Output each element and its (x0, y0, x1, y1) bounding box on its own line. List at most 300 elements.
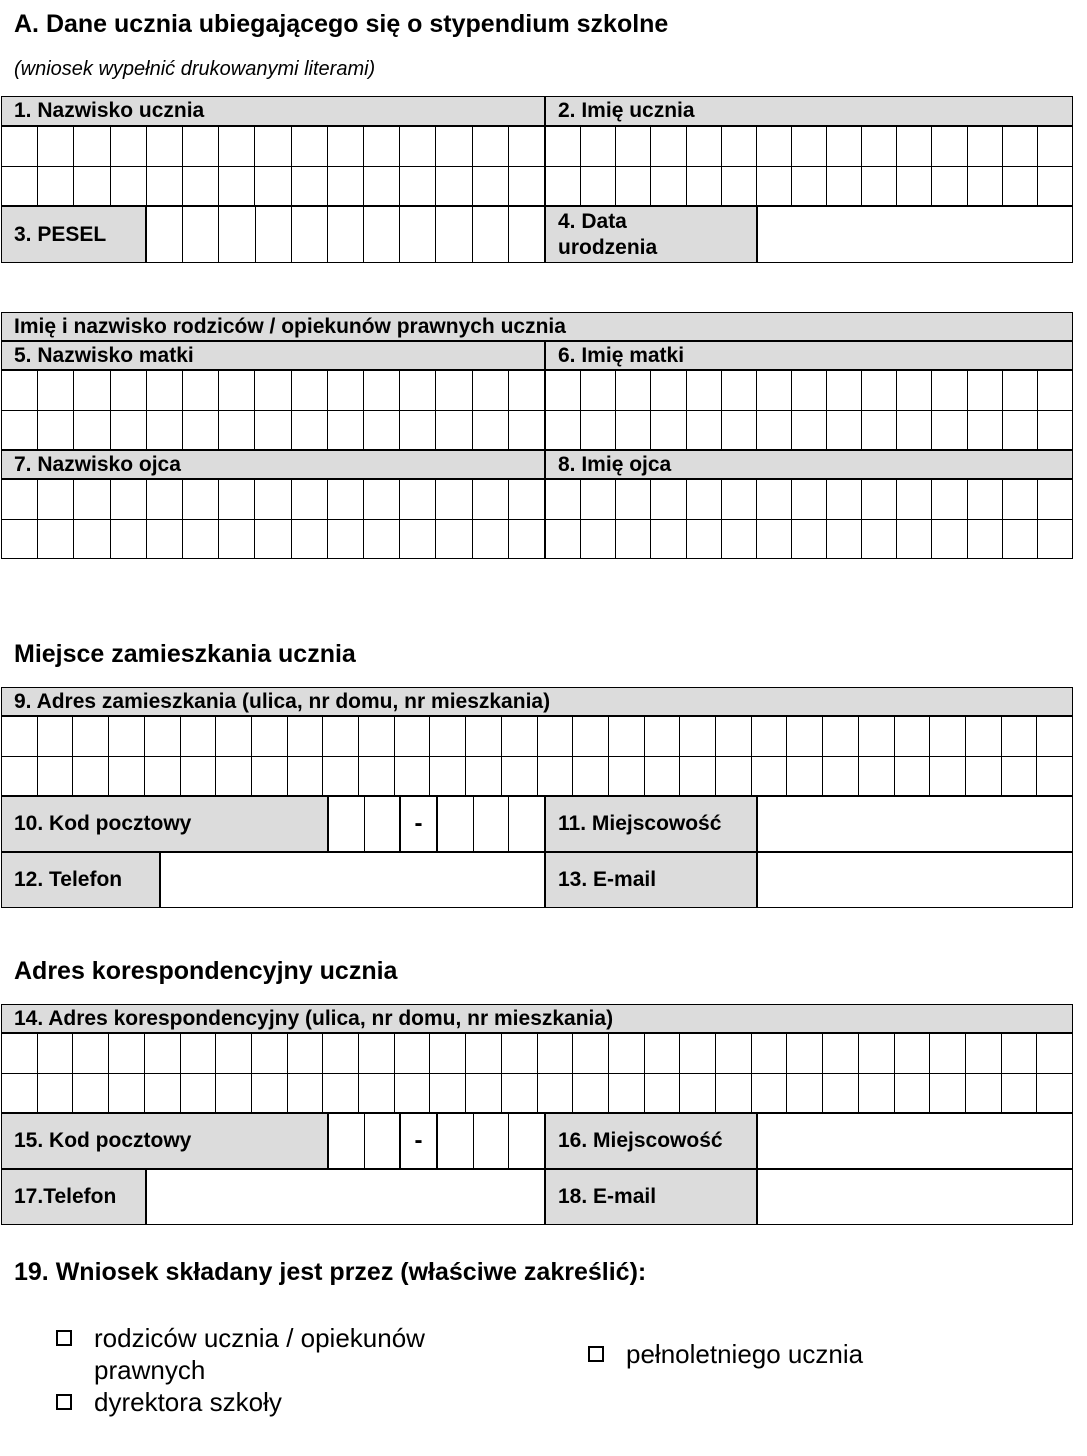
letter-box[interactable] (323, 1034, 359, 1074)
letter-box[interactable] (183, 411, 219, 451)
letter-box[interactable] (147, 207, 183, 263)
letter-box[interactable] (581, 411, 616, 451)
letter-box[interactable] (38, 757, 74, 797)
letter-box[interactable] (147, 480, 183, 520)
letter-box[interactable] (966, 1034, 1002, 1074)
letter-box[interactable] (502, 717, 538, 757)
letter-box[interactable] (183, 480, 219, 520)
letter-box[interactable] (716, 1034, 752, 1074)
letter-box[interactable] (147, 167, 183, 207)
letter-box[interactable] (252, 1074, 288, 1114)
correspondence-postal-code-part2[interactable] (437, 1113, 545, 1169)
letter-box[interactable] (181, 717, 217, 757)
letter-box[interactable] (930, 1074, 966, 1114)
letter-box[interactable] (74, 127, 110, 167)
mother-firstname-grid[interactable] (545, 370, 1073, 450)
letter-box[interactable] (616, 167, 651, 207)
letter-box[interactable] (219, 411, 255, 451)
letter-box[interactable] (216, 1034, 252, 1074)
letter-box[interactable] (364, 167, 400, 207)
letter-box[interactable] (216, 1074, 252, 1114)
residence-city-field[interactable] (757, 796, 1073, 852)
letter-box[interactable] (436, 520, 472, 560)
letter-box[interactable] (930, 757, 966, 797)
letter-box[interactable] (2, 757, 38, 797)
letter-box[interactable] (364, 127, 400, 167)
letter-box[interactable] (395, 1074, 431, 1114)
letter-box[interactable] (216, 757, 252, 797)
letter-box[interactable] (474, 797, 510, 852)
letter-box[interactable] (111, 127, 147, 167)
letter-box[interactable] (400, 480, 436, 520)
checkbox-adult-student[interactable] (588, 1346, 604, 1362)
letter-box[interactable] (292, 520, 328, 560)
letter-box[interactable] (1003, 480, 1038, 520)
letter-box[interactable] (581, 167, 616, 207)
letter-box[interactable] (38, 1034, 74, 1074)
letter-box[interactable] (966, 757, 1002, 797)
letter-box[interactable] (546, 480, 581, 520)
student-surname-grid[interactable] (1, 126, 545, 206)
letter-box[interactable] (787, 1074, 823, 1114)
letter-box[interactable] (74, 371, 110, 411)
letter-box[interactable] (716, 757, 752, 797)
letter-box[interactable] (38, 411, 74, 451)
letter-box[interactable] (323, 717, 359, 757)
letter-box[interactable] (181, 757, 217, 797)
letter-box[interactable] (1002, 757, 1038, 797)
letter-box[interactable] (109, 717, 145, 757)
letter-box[interactable] (109, 757, 145, 797)
letter-box[interactable] (616, 127, 651, 167)
letter-box[interactable] (651, 411, 686, 451)
father-surname-grid[interactable] (1, 479, 545, 559)
letter-box[interactable] (74, 167, 110, 207)
letter-box[interactable] (616, 371, 651, 411)
letter-box[interactable] (2, 520, 38, 560)
letter-box[interactable] (38, 371, 74, 411)
letter-box[interactable] (752, 757, 788, 797)
correspondence-phone-field[interactable] (146, 1169, 545, 1225)
letter-box[interactable] (859, 757, 895, 797)
letter-box[interactable] (651, 480, 686, 520)
letter-box[interactable] (400, 167, 436, 207)
letter-box[interactable] (255, 480, 291, 520)
letter-box[interactable] (147, 127, 183, 167)
letter-box[interactable] (546, 167, 581, 207)
letter-box[interactable] (509, 167, 545, 207)
letter-box[interactable] (546, 371, 581, 411)
letter-box[interactable] (687, 480, 722, 520)
letter-box[interactable] (651, 520, 686, 560)
letter-box[interactable] (328, 207, 364, 263)
letter-box[interactable] (680, 757, 716, 797)
letter-box[interactable] (827, 411, 862, 451)
letter-box[interactable] (38, 127, 74, 167)
letter-box[interactable] (292, 127, 328, 167)
letter-box[interactable] (252, 717, 288, 757)
letter-box[interactable] (219, 167, 255, 207)
letter-box[interactable] (74, 520, 110, 560)
letter-box[interactable] (395, 717, 431, 757)
letter-box[interactable] (897, 371, 932, 411)
letter-box[interactable] (897, 520, 932, 560)
letter-box[interactable] (219, 520, 255, 560)
letter-box[interactable] (792, 411, 827, 451)
residence-postal-code-part2[interactable] (437, 796, 545, 852)
letter-box[interactable] (968, 520, 1003, 560)
letter-box[interactable] (111, 520, 147, 560)
letter-box[interactable] (862, 167, 897, 207)
student-firstname-grid[interactable] (545, 126, 1073, 206)
letter-box[interactable] (509, 480, 545, 520)
letter-box[interactable] (436, 371, 472, 411)
letter-box[interactable] (38, 1074, 74, 1114)
letter-box[interactable] (436, 207, 472, 263)
letter-box[interactable] (2, 1074, 38, 1114)
letter-box[interactable] (2, 717, 38, 757)
letter-box[interactable] (966, 1074, 1002, 1114)
letter-box[interactable] (288, 717, 324, 757)
letter-box[interactable] (323, 1074, 359, 1114)
letter-box[interactable] (968, 480, 1003, 520)
letter-box[interactable] (966, 717, 1002, 757)
letter-box[interactable] (609, 1034, 645, 1074)
letter-box[interactable] (219, 127, 255, 167)
letter-box[interactable] (292, 480, 328, 520)
letter-box[interactable] (145, 717, 181, 757)
letter-box[interactable] (73, 1034, 109, 1074)
letter-box[interactable] (364, 520, 400, 560)
letter-box[interactable] (255, 167, 291, 207)
letter-box[interactable] (502, 1034, 538, 1074)
letter-box[interactable] (680, 1074, 716, 1114)
letter-box[interactable] (722, 480, 757, 520)
option-director[interactable] (56, 1386, 476, 1418)
letter-box[interactable] (328, 167, 364, 207)
letter-box[interactable] (897, 480, 932, 520)
letter-box[interactable] (722, 371, 757, 411)
letter-box[interactable] (687, 371, 722, 411)
letter-box[interactable] (538, 757, 574, 797)
letter-box[interactable] (930, 1034, 966, 1074)
letter-box[interactable] (609, 717, 645, 757)
letter-box[interactable] (473, 167, 509, 207)
letter-box[interactable] (1038, 411, 1073, 451)
letter-box[interactable] (74, 411, 110, 451)
letter-box[interactable] (573, 717, 609, 757)
letter-box[interactable] (1003, 520, 1038, 560)
letter-box[interactable] (219, 371, 255, 411)
letter-box[interactable] (365, 797, 401, 852)
letter-box[interactable] (509, 371, 545, 411)
letter-box[interactable] (1037, 1074, 1073, 1114)
letter-box[interactable] (757, 167, 792, 207)
birth-date-field[interactable] (757, 206, 1073, 263)
letter-box[interactable] (581, 127, 616, 167)
letter-box[interactable] (181, 1034, 217, 1074)
letter-box[interactable] (616, 411, 651, 451)
letter-box[interactable] (897, 127, 932, 167)
letter-box[interactable] (645, 757, 681, 797)
letter-box[interactable] (787, 717, 823, 757)
letter-box[interactable] (895, 717, 931, 757)
letter-box[interactable] (436, 127, 472, 167)
letter-box[interactable] (359, 717, 395, 757)
letter-box[interactable] (509, 207, 545, 263)
letter-box[interactable] (859, 717, 895, 757)
letter-box[interactable] (787, 757, 823, 797)
letter-box[interactable] (2, 167, 38, 207)
letter-box[interactable] (466, 717, 502, 757)
letter-box[interactable] (823, 1034, 859, 1074)
residence-address-grid[interactable] (1, 716, 1073, 796)
letter-box[interactable] (292, 411, 328, 451)
letter-box[interactable] (323, 757, 359, 797)
correspondence-city-field[interactable] (757, 1113, 1073, 1169)
letter-box[interactable] (364, 480, 400, 520)
letter-box[interactable] (722, 520, 757, 560)
letter-box[interactable] (111, 480, 147, 520)
letter-box[interactable] (968, 371, 1003, 411)
letter-box[interactable] (502, 757, 538, 797)
residence-phone-field[interactable] (160, 852, 545, 908)
letter-box[interactable] (292, 371, 328, 411)
letter-box[interactable] (400, 411, 436, 451)
letter-box[interactable] (538, 717, 574, 757)
letter-box[interactable] (74, 480, 110, 520)
letter-box[interactable] (897, 167, 932, 207)
letter-box[interactable] (932, 411, 967, 451)
letter-box[interactable] (827, 127, 862, 167)
letter-box[interactable] (109, 1074, 145, 1114)
letter-box[interactable] (2, 1034, 38, 1074)
letter-box[interactable] (1002, 717, 1038, 757)
correspondence-email-field[interactable] (757, 1169, 1073, 1225)
letter-box[interactable] (862, 371, 897, 411)
letter-box[interactable] (364, 411, 400, 451)
letter-box[interactable] (466, 757, 502, 797)
correspondence-postal-code-part1[interactable] (328, 1113, 400, 1169)
letter-box[interactable] (862, 480, 897, 520)
letter-box[interactable] (573, 757, 609, 797)
letter-box[interactable] (687, 520, 722, 560)
letter-box[interactable] (73, 1074, 109, 1114)
letter-box[interactable] (73, 757, 109, 797)
checkbox-parents[interactable] (56, 1330, 72, 1346)
letter-box[interactable] (757, 411, 792, 451)
letter-box[interactable] (651, 167, 686, 207)
letter-box[interactable] (109, 1034, 145, 1074)
letter-box[interactable] (895, 1034, 931, 1074)
correspondence-address-grid[interactable] (1, 1033, 1073, 1113)
letter-box[interactable] (255, 411, 291, 451)
letter-box[interactable] (436, 411, 472, 451)
residence-postal-code-part1[interactable] (328, 796, 400, 852)
letter-box[interactable] (328, 480, 364, 520)
letter-box[interactable] (1038, 371, 1073, 411)
letter-box[interactable] (365, 1114, 401, 1169)
letter-box[interactable] (473, 371, 509, 411)
letter-box[interactable] (73, 717, 109, 757)
letter-box[interactable] (328, 520, 364, 560)
letter-box[interactable] (862, 520, 897, 560)
letter-box[interactable] (256, 207, 292, 263)
letter-box[interactable] (573, 1034, 609, 1074)
letter-box[interactable] (792, 520, 827, 560)
letter-box[interactable] (859, 1034, 895, 1074)
letter-box[interactable] (687, 127, 722, 167)
checkbox-director[interactable] (56, 1394, 72, 1410)
letter-box[interactable] (509, 411, 545, 451)
letter-box[interactable] (722, 411, 757, 451)
letter-box[interactable] (473, 480, 509, 520)
letter-box[interactable] (581, 480, 616, 520)
letter-box[interactable] (968, 167, 1003, 207)
pesel-grid[interactable] (146, 206, 545, 263)
letter-box[interactable] (680, 717, 716, 757)
letter-box[interactable] (183, 207, 219, 263)
letter-box[interactable] (38, 520, 74, 560)
letter-box[interactable] (466, 1074, 502, 1114)
letter-box[interactable] (1038, 520, 1073, 560)
letter-box[interactable] (1038, 480, 1073, 520)
letter-box[interactable] (38, 717, 74, 757)
letter-box[interactable] (147, 411, 183, 451)
letter-box[interactable] (183, 167, 219, 207)
letter-box[interactable] (183, 127, 219, 167)
letter-box[interactable] (216, 717, 252, 757)
letter-box[interactable] (792, 480, 827, 520)
letter-box[interactable] (1003, 411, 1038, 451)
letter-box[interactable] (430, 757, 466, 797)
letter-box[interactable] (792, 167, 827, 207)
letter-box[interactable] (473, 520, 509, 560)
letter-box[interactable] (722, 127, 757, 167)
letter-box[interactable] (546, 520, 581, 560)
letter-box[interactable] (573, 1074, 609, 1114)
letter-box[interactable] (538, 1034, 574, 1074)
letter-box[interactable] (38, 480, 74, 520)
letter-box[interactable] (509, 797, 545, 852)
letter-box[interactable] (329, 797, 365, 852)
letter-box[interactable] (502, 1074, 538, 1114)
letter-box[interactable] (1003, 371, 1038, 411)
letter-box[interactable] (932, 167, 967, 207)
option-parents[interactable] (56, 1322, 476, 1386)
letter-box[interactable] (430, 717, 466, 757)
letter-box[interactable] (359, 757, 395, 797)
letter-box[interactable] (930, 717, 966, 757)
letter-box[interactable] (651, 371, 686, 411)
letter-box[interactable] (895, 1074, 931, 1114)
letter-box[interactable] (609, 757, 645, 797)
letter-box[interactable] (359, 1074, 395, 1114)
letter-box[interactable] (716, 1074, 752, 1114)
letter-box[interactable] (827, 520, 862, 560)
letter-box[interactable] (968, 127, 1003, 167)
letter-box[interactable] (752, 717, 788, 757)
letter-box[interactable] (546, 411, 581, 451)
letter-box[interactable] (328, 371, 364, 411)
letter-box[interactable] (288, 1034, 324, 1074)
letter-box[interactable] (581, 371, 616, 411)
letter-box[interactable] (1003, 167, 1038, 207)
letter-box[interactable] (473, 207, 509, 263)
letter-box[interactable] (897, 411, 932, 451)
letter-box[interactable] (1038, 127, 1073, 167)
letter-box[interactable] (255, 520, 291, 560)
letter-box[interactable] (932, 520, 967, 560)
mother-surname-grid[interactable] (1, 370, 545, 450)
letter-box[interactable] (687, 411, 722, 451)
letter-box[interactable] (827, 167, 862, 207)
father-firstname-grid[interactable] (545, 479, 1073, 559)
letter-box[interactable] (359, 1034, 395, 1074)
letter-box[interactable] (145, 1034, 181, 1074)
letter-box[interactable] (616, 520, 651, 560)
letter-box[interactable] (581, 520, 616, 560)
letter-box[interactable] (328, 411, 364, 451)
letter-box[interactable] (792, 371, 827, 411)
letter-box[interactable] (328, 127, 364, 167)
residence-email-field[interactable] (757, 852, 1073, 908)
letter-box[interactable] (1002, 1034, 1038, 1074)
letter-box[interactable] (757, 480, 792, 520)
letter-box[interactable] (145, 757, 181, 797)
letter-box[interactable] (219, 207, 255, 263)
letter-box[interactable] (252, 757, 288, 797)
letter-box[interactable] (752, 1074, 788, 1114)
letter-box[interactable] (932, 371, 967, 411)
letter-box[interactable] (687, 167, 722, 207)
letter-box[interactable] (752, 1034, 788, 1074)
letter-box[interactable] (1037, 1034, 1073, 1074)
letter-box[interactable] (645, 717, 681, 757)
letter-box[interactable] (932, 480, 967, 520)
letter-box[interactable] (823, 717, 859, 757)
letter-box[interactable] (111, 371, 147, 411)
letter-box[interactable] (2, 480, 38, 520)
letter-box[interactable] (400, 520, 436, 560)
letter-box[interactable] (1037, 717, 1073, 757)
letter-box[interactable] (395, 1034, 431, 1074)
letter-box[interactable] (292, 207, 328, 263)
letter-box[interactable] (862, 411, 897, 451)
letter-box[interactable] (329, 1114, 365, 1169)
letter-box[interactable] (181, 1074, 217, 1114)
letter-box[interactable] (827, 480, 862, 520)
letter-box[interactable] (932, 127, 967, 167)
letter-box[interactable] (787, 1034, 823, 1074)
letter-box[interactable] (400, 371, 436, 411)
letter-box[interactable] (252, 1034, 288, 1074)
letter-box[interactable] (145, 1074, 181, 1114)
letter-box[interactable] (292, 167, 328, 207)
letter-box[interactable] (509, 127, 545, 167)
letter-box[interactable] (38, 167, 74, 207)
letter-box[interactable] (364, 371, 400, 411)
letter-box[interactable] (757, 520, 792, 560)
letter-box[interactable] (395, 757, 431, 797)
letter-box[interactable] (1038, 167, 1073, 207)
letter-box[interactable] (609, 1074, 645, 1114)
letter-box[interactable] (438, 797, 474, 852)
letter-box[interactable] (430, 1074, 466, 1114)
letter-box[interactable] (616, 480, 651, 520)
letter-box[interactable] (716, 717, 752, 757)
letter-box[interactable] (436, 167, 472, 207)
